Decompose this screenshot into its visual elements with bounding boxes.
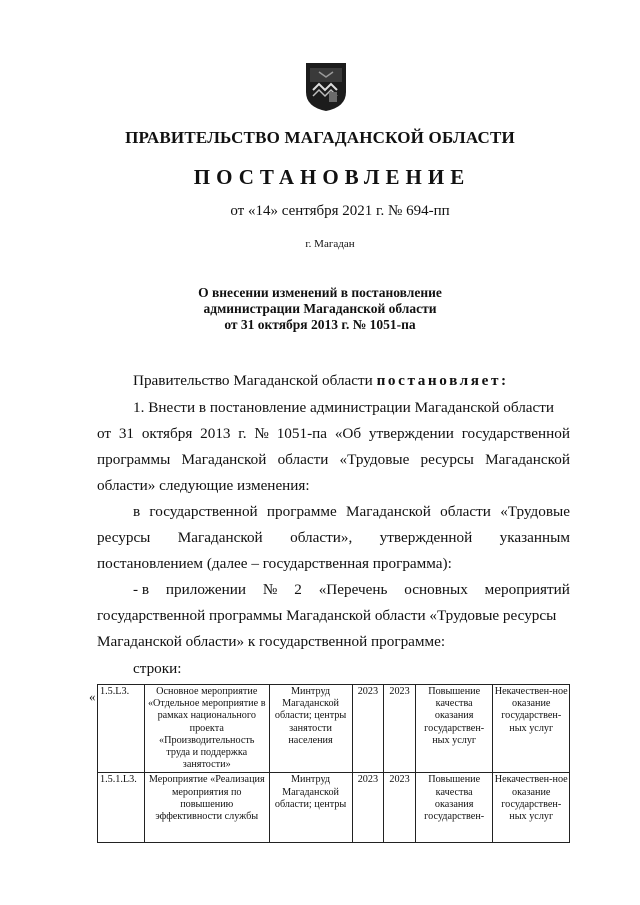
- document-type: ПОСТАНОВЛЕНИЕ: [193, 165, 471, 189]
- subject-line: О внесении изменений в постановление: [198, 285, 442, 300]
- paragraph-line: области» следующие изменения:: [97, 477, 310, 494]
- justified-word: 31: [118, 425, 135, 442]
- justified-word: программе: [266, 503, 337, 520]
- paragraph-line: постановлением (далее – государственная программа):: [97, 555, 452, 572]
- row-name: Мероприятие «Реализация мероприятия по повышению эффективности службы: [144, 773, 269, 843]
- justified-word: утверждении: [368, 425, 454, 442]
- document-subject: [0, 285, 640, 333]
- row-result: Повышение качества оказания государствен-: [415, 773, 493, 843]
- row-code: 1.5.1.L3.: [98, 773, 145, 843]
- justified-word: ресурсы: [420, 451, 474, 468]
- paragraph-line: [133, 503, 570, 521]
- paragraph-line: Магаданской области» к государственной программе:: [97, 633, 446, 650]
- row-year-end: 2023: [384, 685, 416, 773]
- subject-line: администрации Магаданской области: [203, 301, 437, 316]
- justified-word: 2013: [200, 425, 231, 442]
- row-year-end: 2023: [384, 773, 416, 843]
- table-row: [98, 773, 570, 843]
- intro-spaced-verb: постановляет:: [376, 372, 509, 389]
- document-city: г. Магадан: [305, 238, 355, 250]
- justified-word: Магаданской: [485, 451, 570, 468]
- row-year-start: 2023: [352, 773, 384, 843]
- row-executor: Минтруд Магаданской области; центры занятости населения: [269, 685, 352, 773]
- justified-word: в: [133, 503, 141, 520]
- justified-word: «Трудовые: [500, 503, 570, 520]
- justified-word: приложении: [165, 581, 246, 598]
- justified-word: ресурсы: [97, 529, 151, 546]
- subject-line: от 31 октября 2013 г. № 1051-па: [224, 317, 416, 332]
- justified-word: №: [254, 425, 269, 442]
- justified-word: «Об: [334, 425, 362, 442]
- justified-word: государственной: [149, 503, 258, 520]
- coat-of-arms-icon: [305, 62, 347, 112]
- rows-label: строки:: [133, 660, 182, 677]
- justified-word: государственной: [461, 425, 570, 442]
- justified-word: «Трудовые: [339, 451, 410, 468]
- document-date-number: от «14» сентября 2021 г. № 694-пп: [230, 203, 450, 219]
- row-year-start: 2023: [352, 685, 384, 773]
- justified-word: Магаданской: [181, 451, 267, 468]
- justified-word: - в: [133, 581, 150, 598]
- row-consequence: Некачествен-ное оказание государствен-ных услуг: [493, 773, 570, 843]
- justified-word: от: [97, 425, 112, 442]
- intro-paragraph: [133, 372, 509, 390]
- row-executor: Минтруд Магаданской области; центры: [269, 773, 352, 843]
- paragraph-line: [97, 451, 570, 469]
- table-open-quote: «: [89, 689, 96, 704]
- row-name: Основное мероприятие «Отдельное мероприятие в рамках национального проекта «Производительность труда и поддержка занятости»: [144, 685, 269, 773]
- justified-word: мероприятий: [484, 581, 570, 598]
- paragraph-line: государственной программы Магаданской области «Трудовые ресурсы: [97, 607, 557, 624]
- justified-word: Магаданской: [177, 529, 263, 546]
- justified-word: области: [277, 451, 329, 468]
- justified-word: основных: [404, 581, 468, 598]
- justified-word: 1051-па: [276, 425, 328, 442]
- justified-word: октября: [141, 425, 193, 442]
- program-rows-table: [97, 684, 570, 843]
- table-row: [98, 685, 570, 773]
- justified-word: Магаданской: [346, 503, 431, 520]
- justified-word: утвержденной: [379, 529, 473, 546]
- justified-word: программы: [97, 451, 171, 468]
- justified-word: указанным: [499, 529, 570, 546]
- justified-word: области: [440, 503, 491, 520]
- justified-word: 2: [294, 581, 302, 598]
- paragraph-line: [133, 581, 570, 599]
- row-code: 1.5.L3.: [98, 685, 145, 773]
- paragraph-line: [97, 529, 570, 547]
- justified-word: «Перечень: [318, 581, 388, 598]
- row-result: Повышение качества оказания государствен-ных услуг: [415, 685, 493, 773]
- justified-word: №: [262, 581, 278, 598]
- intro-text: Правительство Магаданской области: [133, 372, 373, 389]
- paragraph-line: 1. Внести в постановление администрации Магаданской области: [133, 399, 555, 416]
- justified-word: г.: [238, 425, 247, 442]
- justified-word: области»,: [290, 529, 353, 546]
- organization-title: ПРАВИТЕЛЬСТВО МАГАДАНСКОЙ ОБЛАСТИ: [125, 128, 515, 147]
- row-consequence: Некачествен-ное оказание государствен-ных услуг: [493, 685, 570, 773]
- paragraph-line: [97, 425, 570, 443]
